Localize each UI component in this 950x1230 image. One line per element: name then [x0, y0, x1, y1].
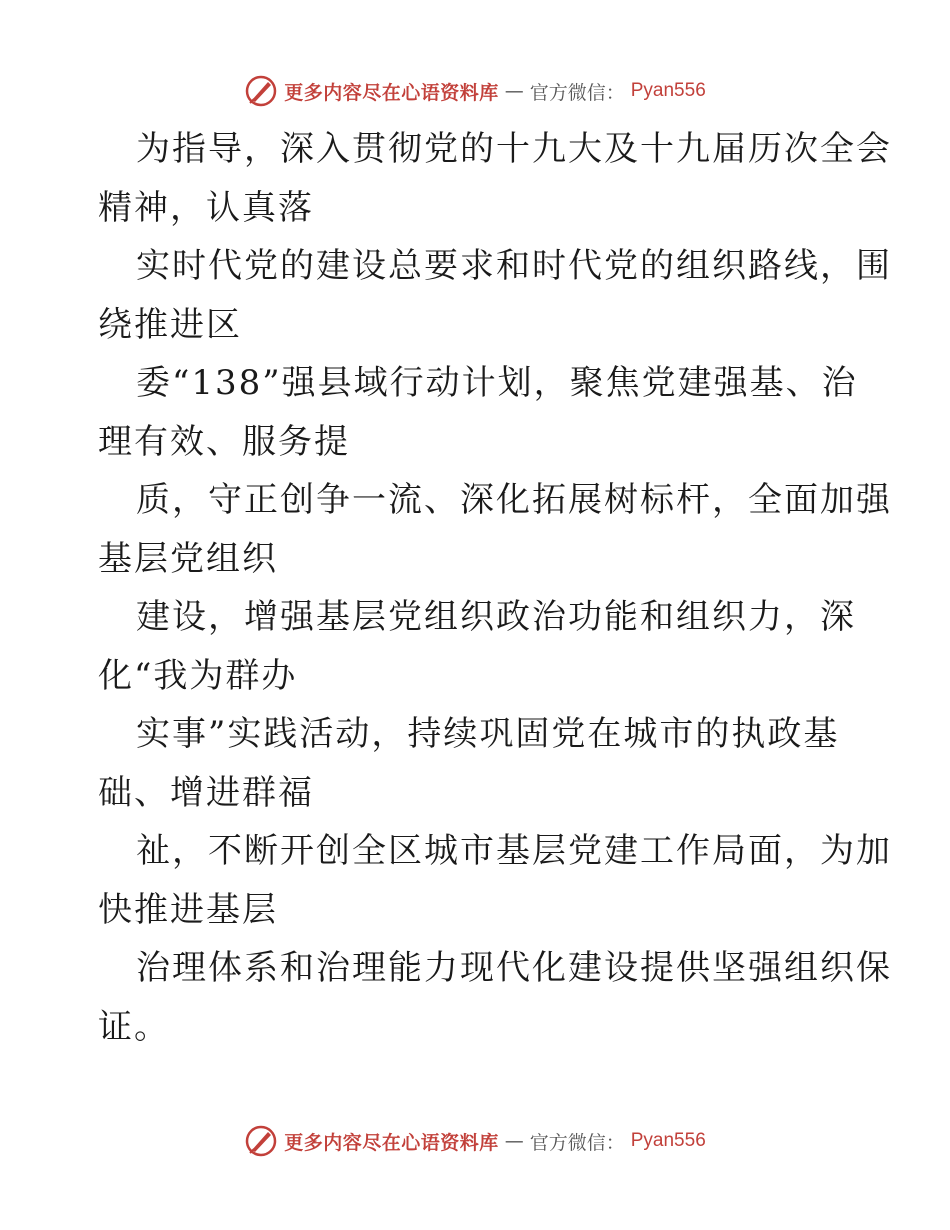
paragraph-line: 委“138”强县域行动计划，聚焦党建强基、治 [136, 363, 858, 403]
paragraph [98, 705, 868, 822]
quill-logo-icon [244, 1124, 278, 1158]
paragraph-line: 证。 [98, 1006, 170, 1047]
paragraph-line: 实时代党的建设总要求和时代党的组织路线，围 [136, 246, 892, 286]
paragraph-line: 治理体系和治理能力现代化建设提供坚强组织保 [136, 948, 892, 988]
paragraph-line: 快推进基层 [98, 889, 278, 930]
paragraph-line: 理有效、服务提 [98, 421, 350, 462]
header-watermark [0, 74, 950, 108]
watermark-dash: — [504, 1130, 524, 1152]
paragraph [98, 354, 868, 471]
watermark-wechat-label: 官方微信： [529, 1131, 625, 1154]
paragraph-line: 化“我为群办 [98, 655, 298, 696]
paragraph-line: 基层党组织 [98, 538, 278, 579]
watermark-wechat-id: Pyan556 [630, 1130, 706, 1151]
paragraph [98, 939, 892, 1056]
paragraph-line: 祉，不断开创全区城市基层党建工作局面，为加 [136, 831, 892, 871]
paragraph [98, 588, 868, 705]
watermark-dash: — [504, 80, 524, 102]
paragraph [98, 237, 892, 354]
watermark-text: 更多内容尽在心语资料库 [284, 81, 499, 104]
document-body [98, 120, 892, 1056]
watermark-wechat-id: Pyan556 [630, 80, 706, 101]
paragraph-line: 为指导，深入贯彻党的十九大及十九届历次全会 [136, 129, 892, 169]
paragraph-line: 实事”实践活动，持续巩固党在城市的执政基 [136, 714, 840, 754]
footer-watermark [0, 1124, 950, 1158]
paragraph-line: 精神，认真落 [98, 187, 314, 228]
watermark-text: 更多内容尽在心语资料库 [284, 1131, 499, 1154]
paragraph-line: 建设，增强基层党组织政治功能和组织力，深 [136, 597, 856, 637]
quill-logo-icon [244, 74, 278, 108]
paragraph-line: 绕推进区 [98, 304, 242, 345]
paragraph [98, 822, 892, 939]
paragraph [98, 120, 892, 237]
watermark-wechat-label: 官方微信： [529, 81, 625, 104]
paragraph-line: 质，守正创争一流、深化拓展树标杆，全面加强 [136, 480, 892, 520]
paragraph [98, 471, 892, 588]
paragraph-line: 础、增进群福 [98, 772, 314, 813]
